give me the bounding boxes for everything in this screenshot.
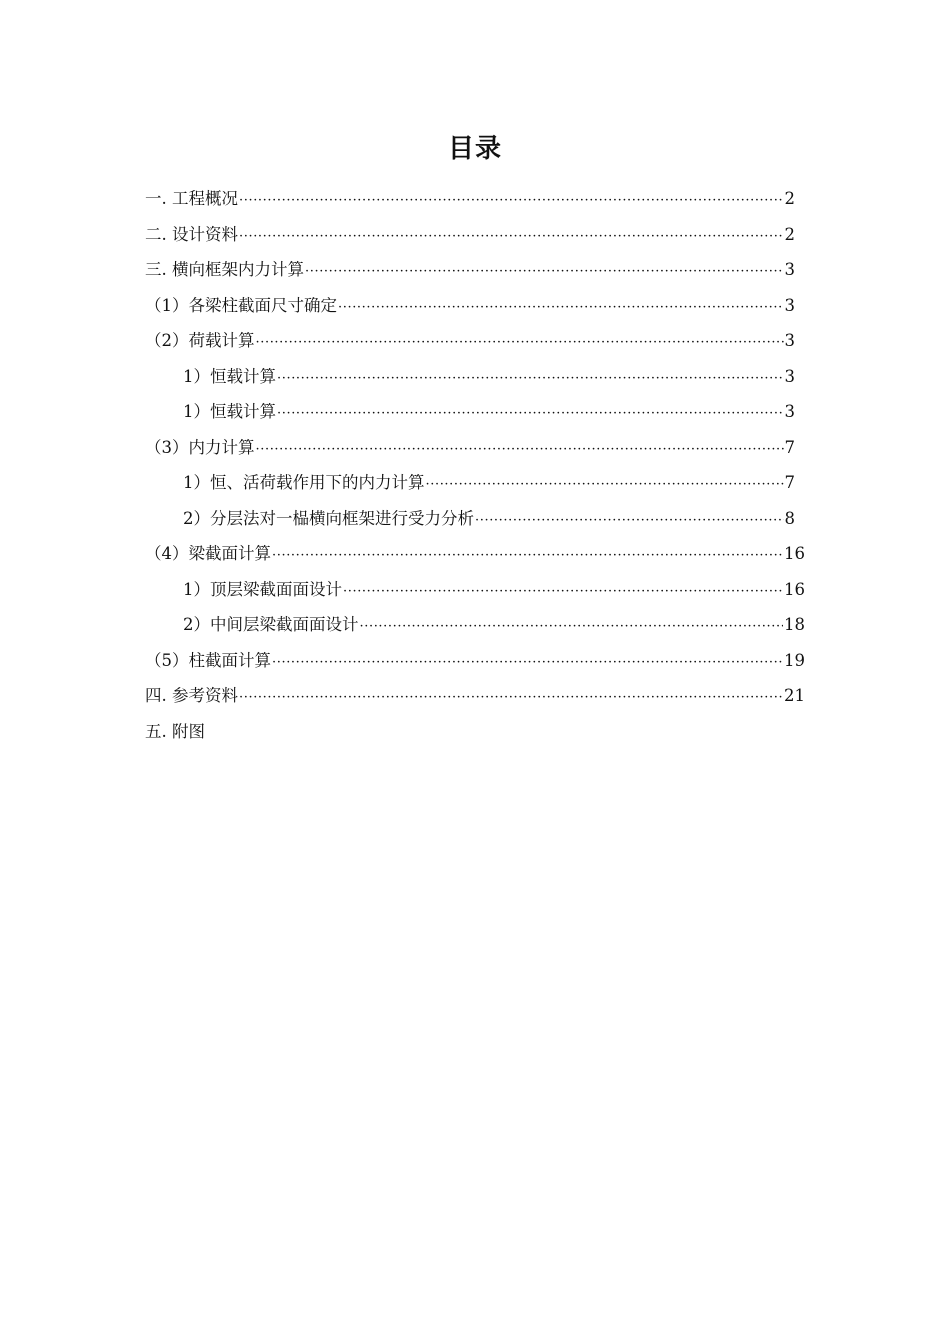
toc-leader-dots [277, 396, 784, 432]
toc-entry-text: 1）恒、活荷载作用下的内力计算 [183, 473, 425, 492]
toc-leader-dots [360, 609, 784, 645]
toc-entry [145, 536, 805, 572]
toc-entry-text: （2）荷载计算 [145, 331, 255, 350]
toc-entry [145, 252, 795, 288]
toc-entry-page: 3 [784, 295, 795, 315]
toc-entry-text: 四. 参考资料 [145, 686, 238, 705]
toc-entry-page: 21 [784, 686, 805, 705]
toc-entry [145, 678, 805, 714]
toc-leader-dots [343, 574, 783, 610]
toc-entry [145, 181, 795, 217]
toc-leader-dots [239, 219, 784, 255]
toc-entry-page: 3 [784, 402, 795, 421]
toc-leader-dots [239, 183, 784, 219]
toc-entry-page: 2 [784, 189, 795, 208]
toc-entry-text: （4）梁截面计算 [145, 544, 271, 563]
toc-entry [145, 394, 795, 430]
toc-entry-page: 16 [784, 544, 805, 563]
toc-entry-page: 7 [784, 473, 795, 492]
toc-leader-dots [426, 467, 784, 503]
toc-entry-text: 1）顶层梁截面面设计 [183, 579, 342, 599]
toc-entry-text: 一. 工程概况 [145, 189, 238, 208]
toc-entry-page: 8 [784, 508, 795, 528]
toc-leader-dots [239, 680, 783, 716]
toc-entry-text: 三. 横向框架内力计算 [145, 260, 304, 279]
toc-entry [145, 572, 805, 608]
toc-entry [145, 643, 805, 679]
toc-leader-dots [475, 503, 784, 539]
toc-leader-dots [272, 538, 783, 574]
toc-leader-dots [305, 254, 784, 290]
toc-entry-page: 7 [784, 437, 795, 457]
toc-entry [145, 714, 795, 750]
toc-list [145, 181, 825, 749]
toc-entry-page: 3 [784, 366, 795, 386]
toc-entry-text: 1）恒载计算 [183, 366, 276, 386]
toc-entry-page: 16 [784, 579, 805, 599]
toc-entry [145, 430, 795, 466]
toc-entry-text: 二. 设计资料 [145, 224, 238, 244]
toc-entry-text: 五. 附图 [145, 721, 205, 741]
toc-entry [145, 288, 795, 324]
toc-entry-text: 2）中间层梁截面面设计 [183, 615, 359, 634]
toc-entry [145, 607, 805, 643]
toc-entry-text: 1）恒载计算 [183, 402, 276, 421]
toc-entry [145, 359, 795, 395]
toc-entry [145, 501, 795, 537]
toc-entry-page: 3 [784, 260, 795, 279]
toc-entry [145, 217, 795, 253]
toc-entry-text: （3）内力计算 [145, 437, 255, 457]
toc-leader-dots [256, 325, 784, 361]
toc-entry-page: 19 [784, 650, 805, 670]
toc-entry-text: 2）分层法对一榀横向框架进行受力分析 [183, 508, 474, 528]
toc-entry [145, 465, 795, 501]
toc-leader-dots [338, 290, 784, 326]
toc-entry-page: 3 [784, 331, 795, 350]
toc-leader-dots [272, 645, 783, 681]
toc-entry-text: （5）柱截面计算 [145, 650, 271, 670]
toc-entry [145, 323, 795, 359]
toc-entry-page: 2 [784, 224, 795, 244]
toc-leader-dots [256, 432, 784, 468]
toc-entry-text: （1）各梁柱截面尺寸确定 [145, 295, 337, 315]
page-title: 目录 [447, 134, 502, 164]
toc-leader-dots [277, 361, 784, 397]
toc-entry-page: 18 [784, 615, 805, 634]
